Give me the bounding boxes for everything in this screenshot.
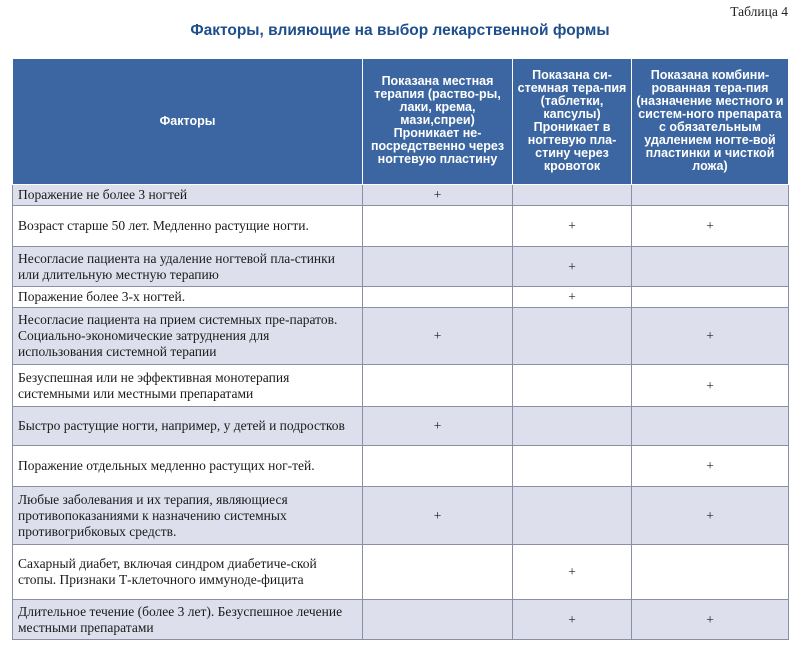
combined-mark: + (632, 600, 789, 640)
factors-table (12, 58, 789, 640)
local-mark: + (363, 185, 513, 206)
combined-mark (632, 545, 789, 600)
table-row (13, 308, 789, 365)
systemic-mark (513, 407, 632, 446)
factor-cell: Безуспешная или не эффективная монотерапия системными или местными препаратами (13, 365, 363, 407)
table-row (13, 446, 789, 487)
header-systemic-therapy: Показана си-стемная тера-пия (таблетки, капсулы) Проникает в ногтевую пла-стину через кровоток (513, 59, 632, 185)
systemic-mark: + (513, 287, 632, 308)
factors-table-container (12, 58, 788, 640)
factor-cell: Возраст старше 50 лет. Медленно растущие ногти. (13, 206, 363, 247)
systemic-mark: + (513, 600, 632, 640)
systemic-mark: + (513, 206, 632, 247)
factor-cell: Любые заболевания и их терапия, являющиеся противопоказаниями к назначению системных противогрибковых средств. (13, 487, 363, 545)
local-mark (363, 600, 513, 640)
header-factors: Факторы (13, 59, 363, 185)
systemic-mark (513, 446, 632, 487)
combined-mark: + (632, 206, 789, 247)
table-header-row (13, 59, 789, 185)
local-mark (363, 206, 513, 247)
local-mark (363, 247, 513, 287)
local-mark: + (363, 308, 513, 365)
systemic-mark (513, 185, 632, 206)
local-mark (363, 545, 513, 600)
header-local-therapy: Показана местная терапия (раство-ры, лаки, крема, мази,спреи) Проникает не-посредственно через ногтевую пластину (363, 59, 513, 185)
table-row (13, 600, 789, 640)
local-mark: + (363, 487, 513, 545)
systemic-mark (513, 487, 632, 545)
combined-mark (632, 407, 789, 446)
table-row (13, 247, 789, 287)
table-row (13, 206, 789, 247)
table-row (13, 407, 789, 446)
combined-mark: + (632, 446, 789, 487)
systemic-mark: + (513, 545, 632, 600)
factor-cell: Несогласие пациента на удаление ногтевой пла-стинки или длительную местную терапию (13, 247, 363, 287)
systemic-mark (513, 365, 632, 407)
factor-cell: Поражение не более 3 ногтей (13, 185, 363, 206)
factor-cell: Поражение более 3-х ногтей. (13, 287, 363, 308)
factor-cell: Несогласие пациента на прием системных пре-паратов. Социально-экономические затруднения для использования системной терапии (13, 308, 363, 365)
local-mark (363, 287, 513, 308)
systemic-mark: + (513, 247, 632, 287)
table-number: Таблица 4 (730, 4, 788, 19)
combined-mark (632, 287, 789, 308)
document-title: Факторы, влияющие на выбор лекарственной формы (190, 22, 610, 39)
systemic-mark (513, 308, 632, 365)
table-row (13, 185, 789, 206)
combined-mark: + (632, 365, 789, 407)
header-combined-therapy: Показана комбини-рованная тера-пия (назначение местного и систем-ного препарата с обязательным удалением ногте-вой пластинки и чисткой ложа) (632, 59, 789, 185)
combined-mark: + (632, 308, 789, 365)
combined-mark (632, 247, 789, 287)
table-row (13, 365, 789, 407)
local-mark: + (363, 407, 513, 446)
factor-cell: Длительное течение (более 3 лет). Безуспешное лечение местными препаратами (13, 600, 363, 640)
table-row (13, 287, 789, 308)
factor-cell: Быстро растущие ногти, например, у детей и подростков (13, 407, 363, 446)
local-mark (363, 446, 513, 487)
combined-mark: + (632, 487, 789, 545)
factor-cell: Сахарный диабет, включая синдром диабетиче-ской стопы. Признаки Т-клеточного иммуноде-фицита (13, 545, 363, 600)
local-mark (363, 365, 513, 407)
table-row (13, 487, 789, 545)
table-row (13, 545, 789, 600)
factor-cell: Поражение отдельных медленно растущих ног-тей. (13, 446, 363, 487)
combined-mark (632, 185, 789, 206)
